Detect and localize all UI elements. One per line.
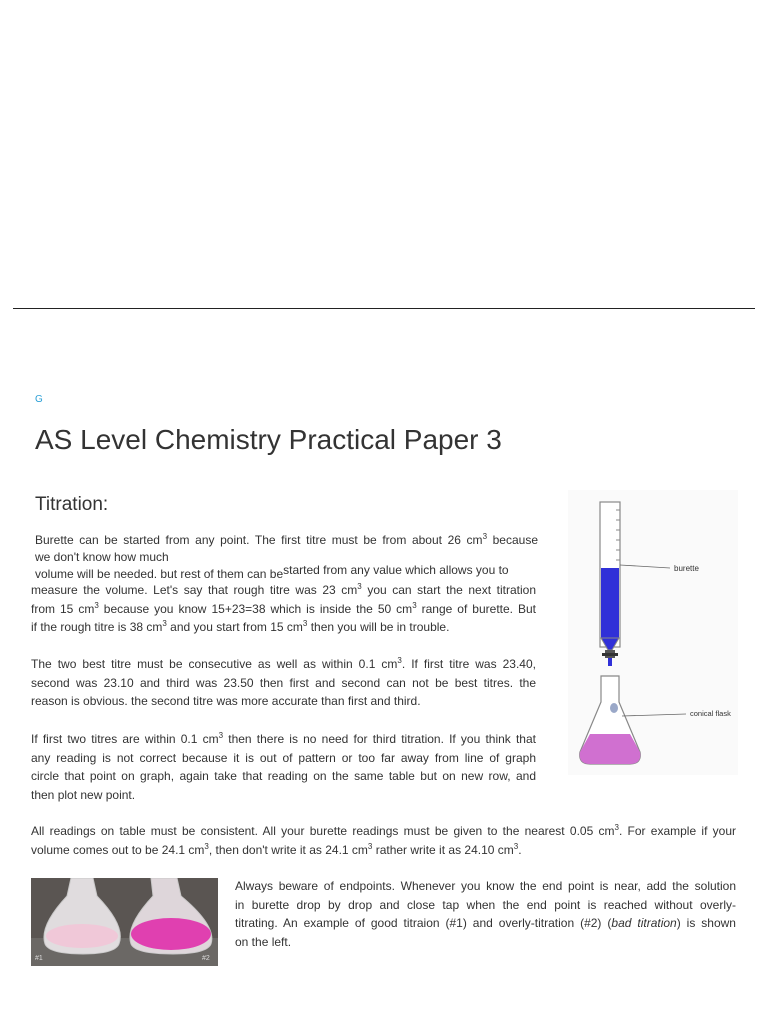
horizontal-divider [13,308,755,309]
category-link[interactable]: G [35,394,43,405]
paragraph-endpoints: Always beware of endpoints. Whenever you know the end point is near, add the solution in burette drop by drop and close tap when the end point is reached without overly- titrating. An example of good titraion (#1) and overly-titration (#2) (bad titration) is shown on the left. [235,879,736,949]
section-heading: Titration: [35,494,109,515]
flask-label: conical flask [690,709,731,718]
paragraph-consistent-readings: All readings on table must be consistent. All your burette readings must be given to the nearest 0.05 $cm^3$. For example if your volume comes out to be 24.1 $cm^3$, then don't write it as 24.1 $cm^3$ rather write it as 24.10 $cm^3$. [31,823,736,857]
burette-flask-diagram [568,490,738,775]
paragraph-starting-point: Burette can be started from any point. The first titre must be from about 26 $cm^3$ because we don't know how much volume will be needed. but rest of them can bestarted from any value which allows you to [35,532,539,581]
burette-label: burette [674,564,699,573]
paragraph-starting-point-cont: measure the volume. Let's say that rough titre was 23 $cm^3$ you can start the next titration from 15 $cm^3$ because you know 15+23=38 which is inside the 50 $cm^3$ range of burette. But if the rough titre is 38 $cm^3$ and you start from 15 $cm^3$ then you will be in trouble. [31,582,536,634]
photo-label-2: #2 [202,955,210,962]
titration-endpoint-photo [31,878,218,966]
paragraph-third-titration: If first two titres are within 0.1 $cm^3$ then there is no need for third titration. If you think that any reading is not correct because it is out of pattern or too far away from line of graph circle that point on graph, again take that reading on the same table but on new row, and then plot new point. [31,731,536,802]
page-title: AS Level Chemistry Practical Paper 3 [35,424,502,455]
flask-liquid [580,734,641,764]
photo-label-1: #1 [35,955,43,962]
paragraph-best-titres: The two best titre must be consecutive as well as within 0.1 $cm^3$. If first titre was 23.40, second was 23.10 and third was 23.50 then first and second can not be best titres. the reason is obvious. the second titre was more accurate than first and third. [31,656,536,708]
burette-liquid [601,568,619,638]
